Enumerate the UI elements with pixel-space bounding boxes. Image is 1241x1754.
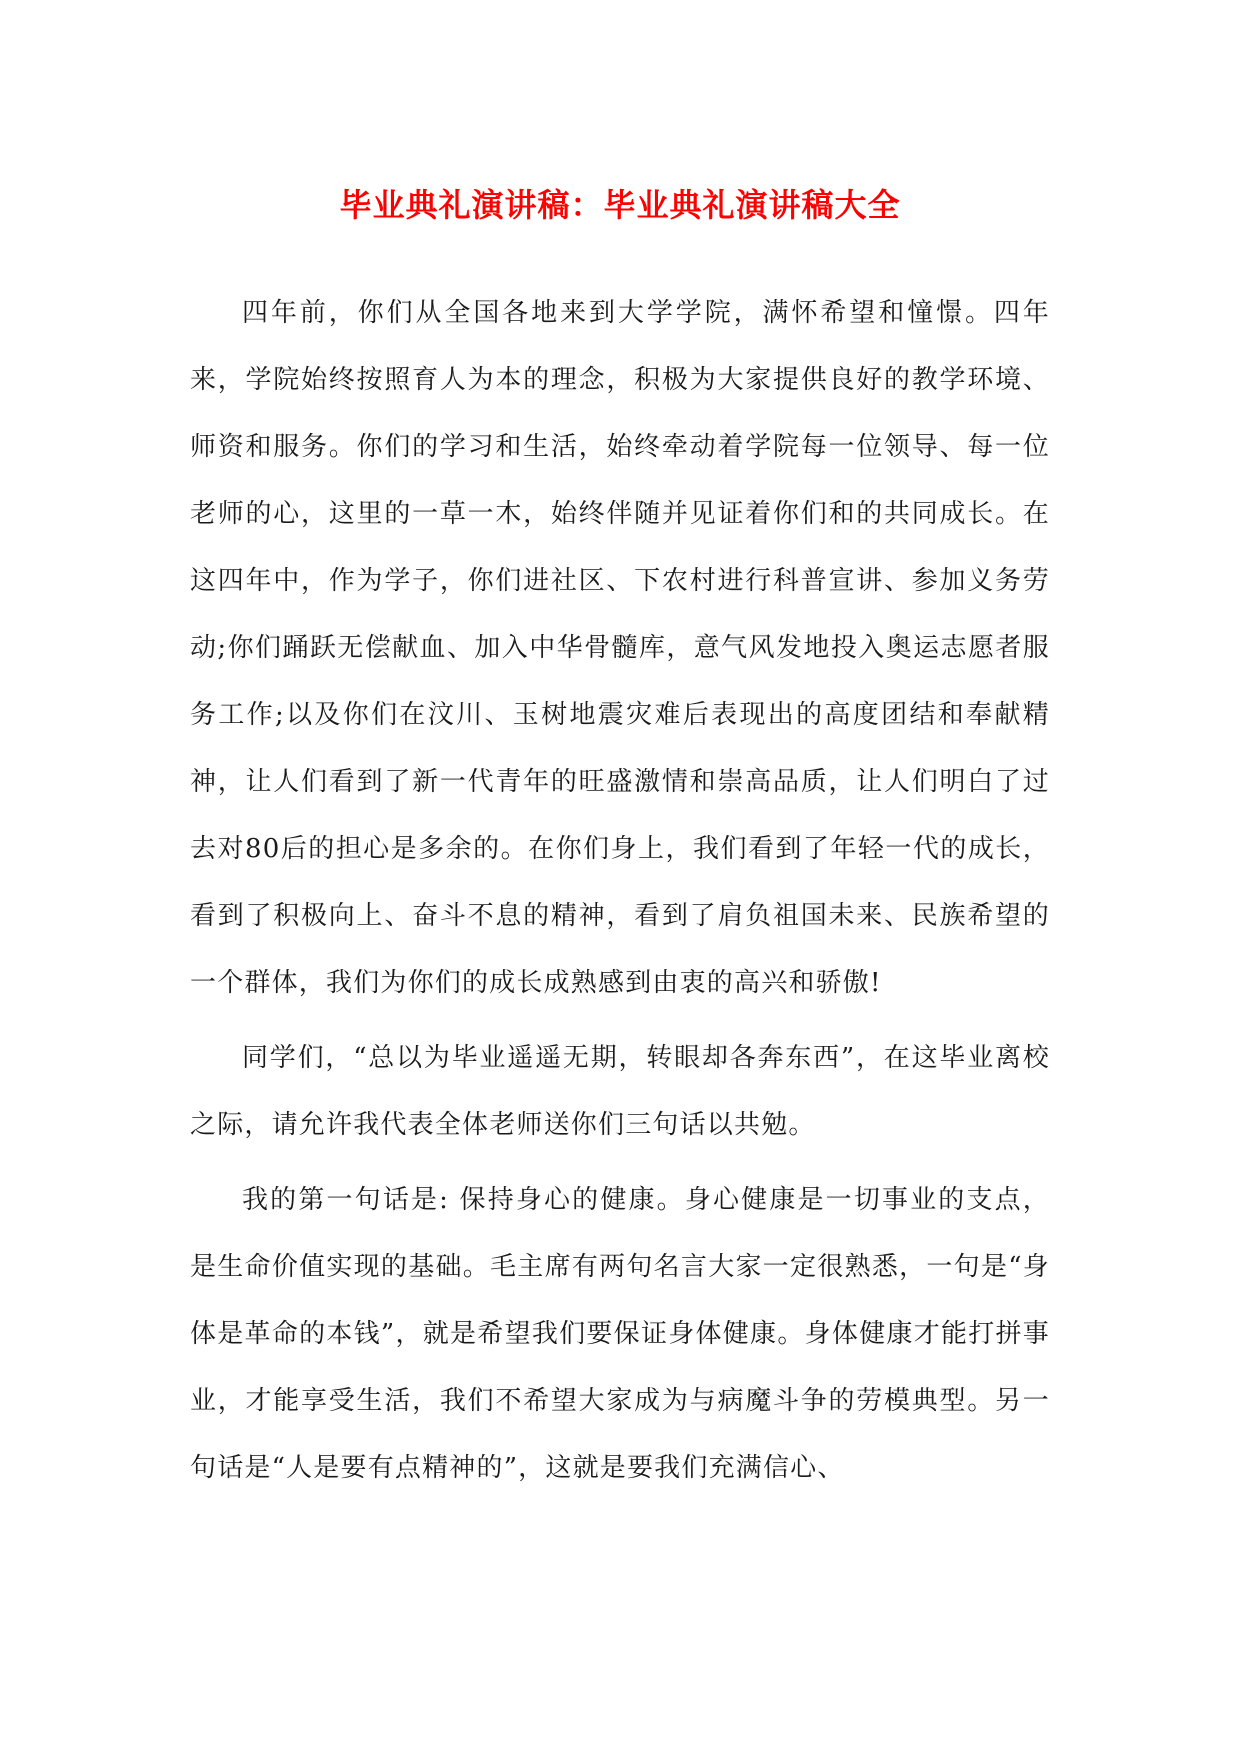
paragraph-1: 四年前，你们从全国各地来到大学学院，满怀希望和憧憬。四年来，学院始终按照育人为本的理念，积极为大家提供良好的教学环境、师资和服务。你们的学习和生活，始终牵动着学院每一位领导、每一位老师的心，这里的一草一木，始终伴随并见证着你们和的共同成长。在这四年中，作为学子，你们进社区、下农村进行科普宣讲、参加义务劳动;你们踊跃无偿献血、加入中华骨髓库，意气风发地投入奥运志愿者服务工作;以及你们在汶川、玉树地震灾难后表现出的高度团结和奉献精神，让人们看到了新一代青年的旺盛激情和崇高品质，让人们明白了过去对80后的担心是多余的。在你们身上，我们看到了年轻一代的成长，看到了积极向上、奋斗不息的精神，看到了肩负祖国未来、民族希望的一个群体，我们为你们的成长成熟感到由衷的高兴和骄傲! [190,298,1050,998]
paragraph-3: 我的第一句话是: 保持身心的健康。身心健康是一切事业的支点，是生命价值实现的基础。毛主席有两句名言大家一定很熟悉，一句是“身体是革命的本钱”，就是希望我们要保证身体健康。身体健康才能打拼事业，才能享受生活，我们不希望大家成为与病魔斗争的劳模典型。另一句话是“人是要有点精神的”，这就是要我们充满信心、 [190,1185,1050,1483]
document-body [190,280,1050,1510]
document-title: 毕业典礼演讲稿：毕业典礼演讲稿大全 [339,186,901,224]
paragraph-2: 同学们，“总以为毕业遥遥无期，转眼却各奔东西”，在这毕业离校之际，请允许我代表全体老师送你们三句话以共勉。 [190,1043,1050,1140]
